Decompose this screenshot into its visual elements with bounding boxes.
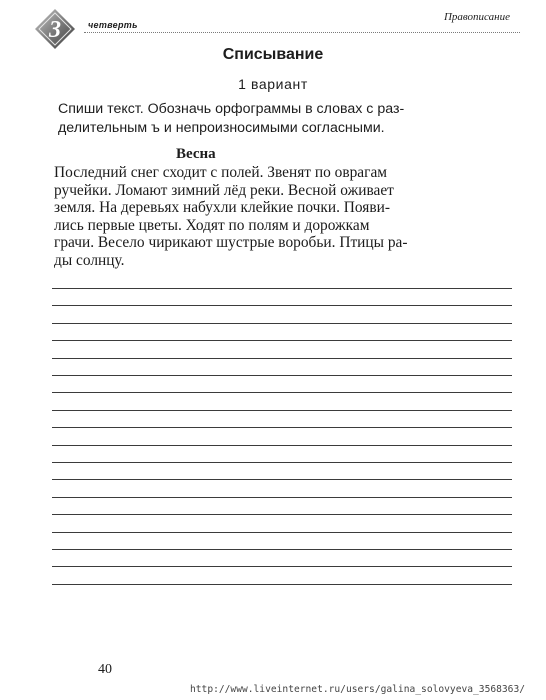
writing-line[interactable] bbox=[52, 549, 512, 550]
writing-line[interactable] bbox=[52, 410, 512, 411]
writing-line[interactable] bbox=[52, 584, 512, 585]
text-line: грачи. Весело чирикают шустрые воробьи. Птицы ра- bbox=[54, 234, 408, 252]
writing-line[interactable] bbox=[52, 514, 512, 515]
exercise-title: Списывание bbox=[222, 46, 324, 63]
text-line: ды солнцу. bbox=[54, 251, 125, 269]
text-title: Весна bbox=[176, 146, 216, 162]
writing-line[interactable] bbox=[52, 288, 512, 289]
writing-line[interactable] bbox=[52, 445, 512, 446]
page-number: 40 bbox=[98, 662, 112, 677]
quarter-label: четверть bbox=[88, 20, 138, 30]
task-line: делительным ъ и непроизносимыми согласными. bbox=[58, 120, 385, 136]
text-line: земля. На деревьях набухли клейкие почки. Появи- bbox=[54, 199, 390, 217]
writing-line[interactable] bbox=[52, 305, 512, 306]
variant-label: 1 вариант bbox=[238, 76, 308, 92]
writing-line[interactable] bbox=[52, 375, 512, 376]
writing-line[interactable] bbox=[52, 566, 512, 567]
text-line: лись первые цветы. Ходят по полям и дорожкам bbox=[54, 216, 370, 234]
writing-line[interactable] bbox=[52, 392, 512, 393]
text-line: Последний снег сходит с полей. Звенят по оврагам bbox=[54, 164, 388, 181]
text-line: ручейки. Ломают зимний лёд реки. Весной оживает bbox=[54, 181, 394, 199]
writing-line[interactable] bbox=[52, 462, 512, 463]
source-watermark: http://www.liveinternet.ru/users/galina_solovyeva_3568363/ bbox=[190, 684, 526, 695]
section-title: Правописание bbox=[443, 11, 510, 23]
writing-line[interactable] bbox=[52, 358, 512, 359]
quarter-number: 3 bbox=[49, 17, 61, 43]
writing-lines-area[interactable] bbox=[52, 0, 512, 700]
writing-line[interactable] bbox=[52, 340, 512, 341]
task-line: Спиши текст. Обозначь орфограммы в словах с раз- bbox=[58, 101, 405, 117]
writing-line[interactable] bbox=[52, 479, 512, 480]
writing-line[interactable] bbox=[52, 497, 512, 498]
writing-line[interactable] bbox=[52, 532, 512, 533]
writing-line[interactable] bbox=[52, 427, 512, 428]
writing-line[interactable] bbox=[52, 323, 512, 324]
